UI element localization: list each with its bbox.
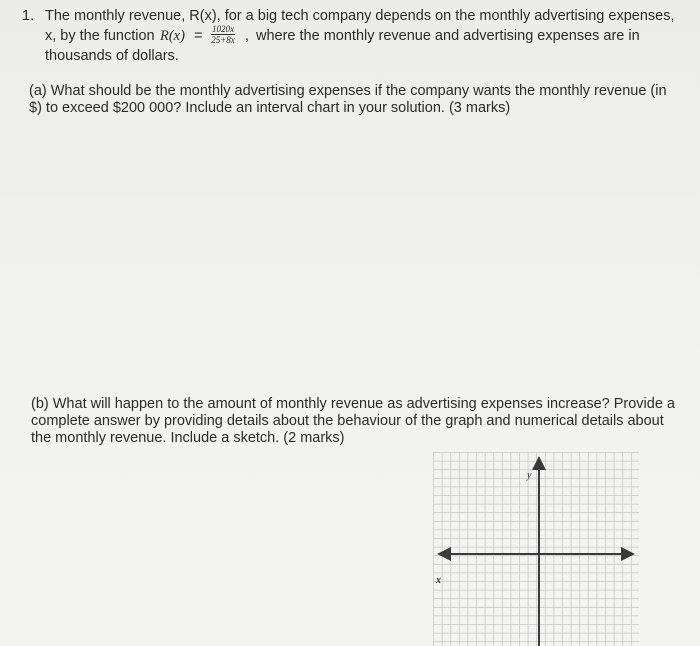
part-b-line-2: complete answer by providing details about the behaviour of the graph and numerical details about	[31, 413, 664, 429]
sketch-grid	[433, 452, 639, 646]
x-axis-right-arrow	[621, 547, 635, 561]
fraction-numerator: 1020x	[212, 24, 234, 34]
y-axis-label: y	[527, 470, 532, 481]
question-line-2-start: x, by the function	[45, 28, 155, 44]
part-a-line-2: $) to exceed $200 000? Include an interval chart in your solution. (3 marks)	[29, 100, 511, 116]
part-a-line-1: (a) What should be the monthly advertising expenses if the company wants the monthly revenue (in	[29, 83, 667, 99]
function-lhs: R(x)	[160, 28, 185, 44]
question-number: 1.	[22, 8, 35, 24]
part-b-line-1: (b) What will happen to the amount of monthly revenue as advertising expenses increase? Provide a	[31, 396, 675, 412]
revenue-fraction	[211, 24, 235, 45]
question-line-2-end: where the monthly revenue and advertising expenses are in	[256, 28, 640, 44]
question-line-3: thousands of dollars.	[45, 48, 179, 64]
x-axis-left-arrow	[437, 547, 451, 561]
grid-lines	[433, 452, 639, 646]
equals-sign: =	[194, 28, 203, 44]
fraction-denominator: 25+8x	[211, 35, 235, 45]
question-line-1: The monthly revenue, R(x), for a big tech company depends on the monthly advertising expenses,	[45, 8, 675, 24]
x-axis-label: x	[436, 575, 441, 586]
fraction-comma: ,	[245, 28, 250, 44]
part-b-line-3: the monthly revenue. Include a sketch. (2 marks)	[31, 430, 345, 446]
y-axis-up-arrow	[532, 456, 546, 470]
